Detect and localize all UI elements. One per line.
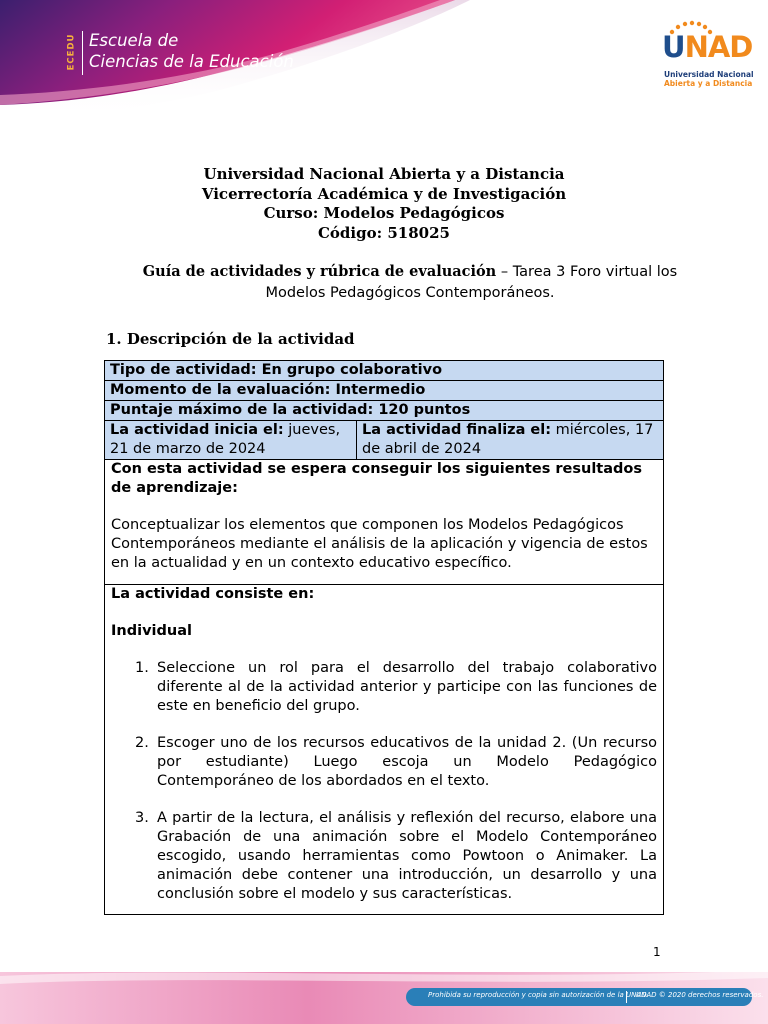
ecedu-divider (82, 31, 83, 75)
title-line-1: Universidad Nacional Abierta y a Distancia (203, 165, 565, 183)
document-title (0, 165, 768, 243)
list-item-number: 3. (135, 810, 149, 826)
list-item-number: 2. (135, 735, 149, 751)
activity-table (104, 360, 664, 915)
logo-subtitle-1: Universidad Nacional (664, 70, 754, 79)
fecha-fin-label: La actividad finaliza el: (362, 422, 552, 438)
logo-u: U (662, 30, 685, 64)
guide-title-rest: – Tarea 3 Foro virtual los Modelos Pedagógicos Contemporáneos. (265, 264, 678, 301)
list-item-number: 1. (135, 660, 149, 676)
guide-title (120, 261, 700, 304)
activity-list (111, 659, 657, 904)
individual-heading: Individual (111, 623, 192, 639)
section-heading: 1. Descripción de la actividad (106, 330, 355, 348)
resultados-text: Conceptualizar los elementos que componen los Modelos Pedagógicos Contemporáneos mediante el análisis de la aplicación y vigencia de estos en la actualidad y en un contexto educativo específico. (111, 517, 648, 571)
fecha-inicio-label: La actividad inicia el: (110, 422, 284, 438)
resultados-cell (105, 460, 664, 585)
list-item (111, 659, 657, 716)
consiste-cell (105, 585, 664, 915)
guide-title-bold: Guía de actividades y rúbrica de evaluación (142, 263, 497, 280)
fecha-fin (357, 421, 664, 460)
school-name (89, 30, 294, 72)
title-line-2: Vicerrectoría Académica y de Investigación (201, 184, 567, 203)
ecedu-label: ECEDU (66, 33, 77, 71)
unad-logo (662, 30, 752, 64)
footer-copyright-notice: Prohibida su reproducción y copia sin autorización de la UNAD. (428, 991, 649, 999)
school-line-1: Escuela de (89, 31, 179, 50)
list-item-text: Seleccione un rol para el desarrollo del trabajo colaborativo diferente al de la actividad anterior y participe con las funciones de este en beneficio del grupo. (157, 660, 657, 714)
header-banner (0, 0, 768, 150)
title-line-3: Curso: Modelos Pedagógicos (263, 204, 505, 222)
logo-nad: NAD (684, 30, 753, 64)
title-line-4: Código: 518025 (317, 223, 450, 242)
list-item-text: Escoger uno de los recursos educativos de la unidad 2. (Un recurso por estudiante) Luego escoja un Modelo Pedagógico Contemporáneo de los abordados en el texto. (157, 735, 657, 789)
fecha-inicio (105, 421, 357, 460)
list-item-text: A partir de la lectura, el análisis y reflexión del recurso, elabore una Grabación de una animación sobre el Modelo Contemporáneo escogido, usando herramientas como Powtoon o Animaker. La animación debe contener una introducción, un desarrollo y una conclusión sobre el modelo y sus características. (157, 810, 657, 902)
puntaje-maximo: Puntaje máximo de la actividad: 120 puntos (105, 401, 664, 421)
footer-rights: UNAD © 2020 derechos reservados. (636, 991, 764, 999)
fecha-inicio-value: jueves, 21 de marzo de 2024 (110, 422, 341, 457)
tipo-actividad: Tipo de actividad: En grupo colaborativo (105, 361, 664, 381)
school-line-2: Ciencias de la Educación (89, 52, 294, 71)
logo-subtitle-2: Abierta y a Distancia (664, 79, 753, 88)
consiste-title: La actividad consiste en: (111, 586, 315, 602)
ecedu-mark (66, 34, 80, 74)
list-item (111, 809, 657, 904)
fecha-fin-value: miércoles, 17 de abril de 2024 (362, 422, 654, 457)
momento-evaluacion: Momento de la evaluación: Intermedio (105, 381, 664, 401)
page-number: 1 (653, 945, 661, 959)
resultados-title: Con esta actividad se espera conseguir los siguientes resultados de aprendizaje: (111, 461, 642, 496)
list-item (111, 734, 657, 791)
